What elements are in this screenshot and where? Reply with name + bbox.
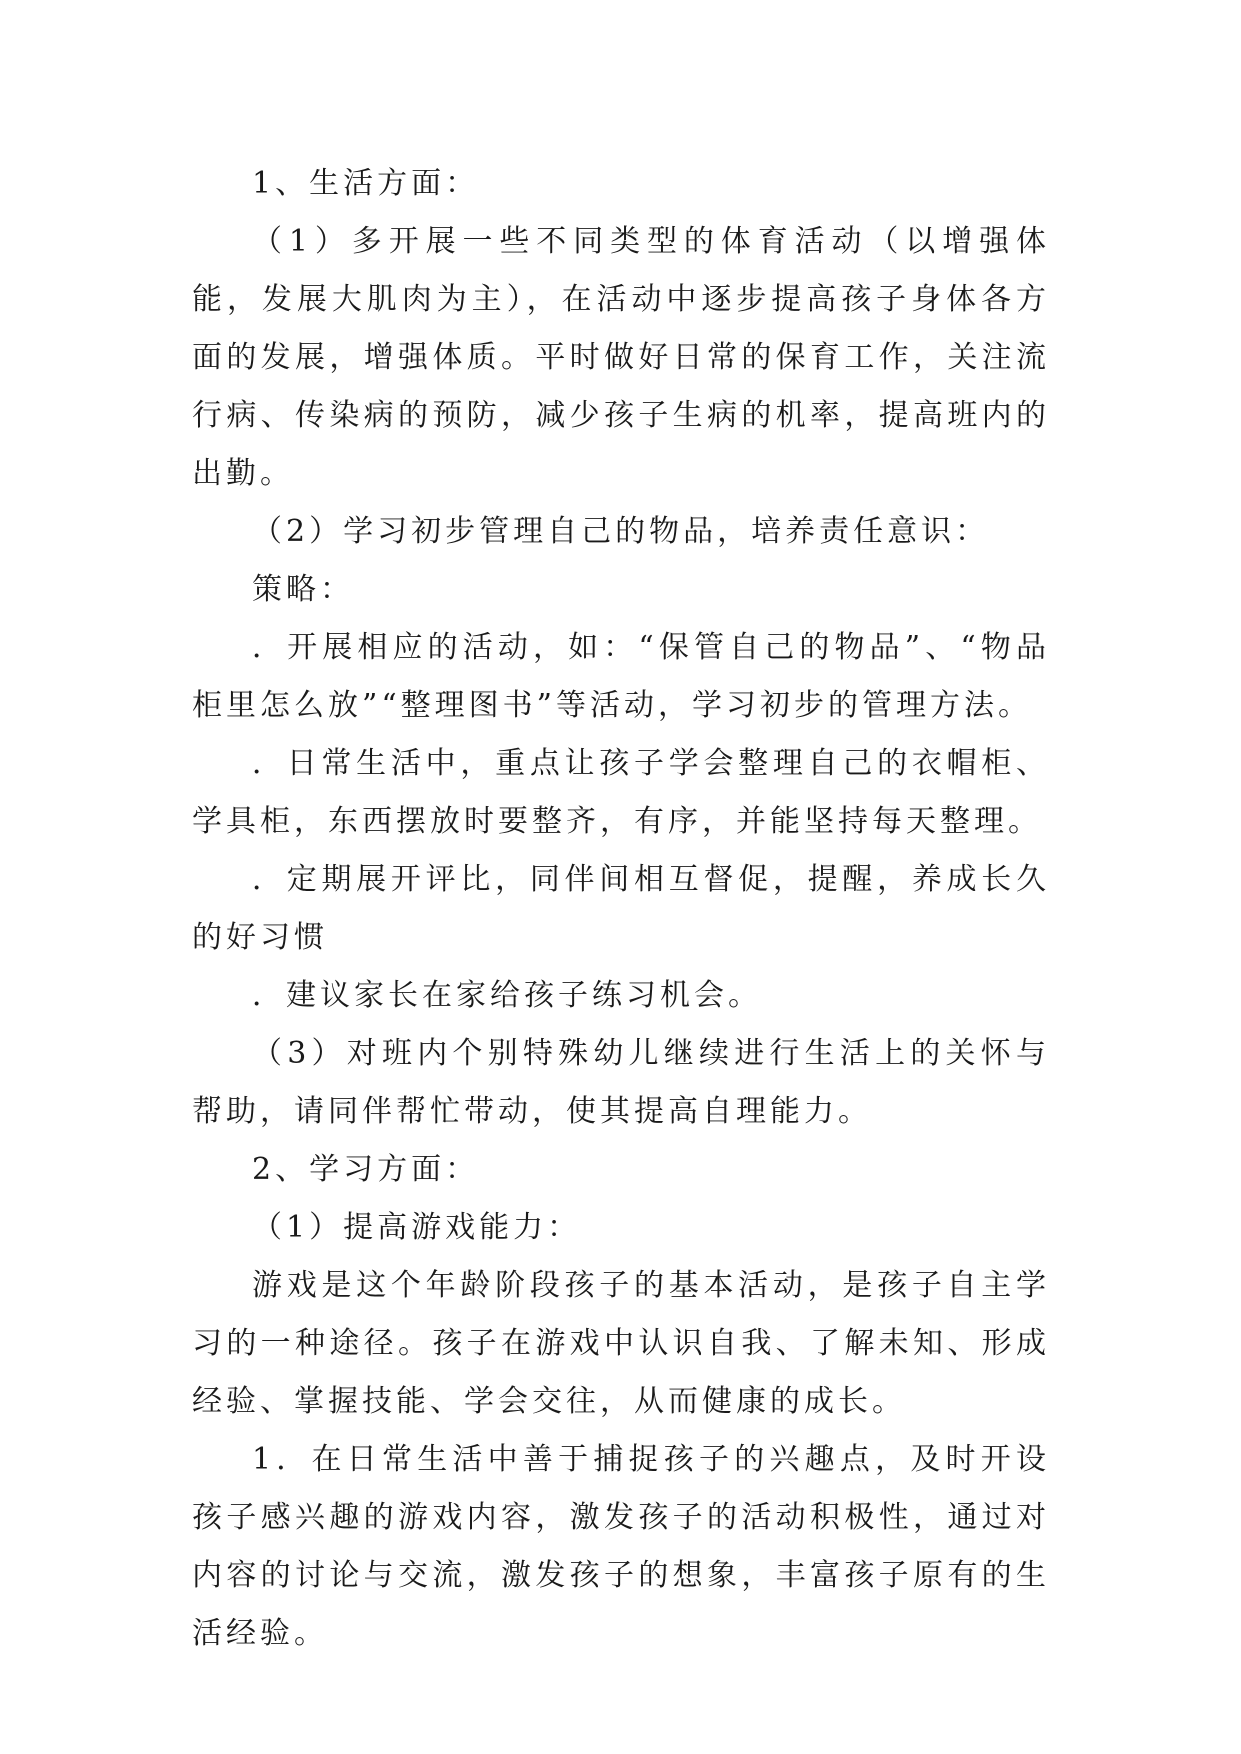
strategy-item-3: ．定期展开评比，同伴间相互督促，提醒，养成长久的好习惯: [192, 862, 1050, 955]
strategy-label: 策略：: [252, 572, 354, 607]
strategy-item-2: ．日常生活中，重点让孩子学会整理自己的衣帽柜、学具柜，东西摆放时要整齐，有序，并能坚持每天整理。: [192, 746, 1050, 839]
game-description: 游戏是这个年龄阶段孩子的基本活动，是孩子自主学习的一种途径。孩子在游戏中认识自我、了解未知、形成经验、掌握技能、学会交往，从而健康的成长。: [192, 1268, 1050, 1419]
paragraph-item-1: （1）多开展一些不同类型的体育活动（以增强体能，发展大肌肉为主），在活动中逐步提高孩子身体各方面的发展，增强体质。平时做好日常的保育工作，关注流行病、传染病的预防，减少孩子生病的机率，提高班内的出勤。: [192, 224, 1050, 491]
section-heading-life: 1、生活方面：: [252, 166, 480, 201]
paragraph-item-2: （2）学习初步管理自己的物品，培养责任意识：: [252, 514, 990, 549]
study-item-1: （1）提高游戏能力：: [252, 1210, 582, 1245]
numbered-item-1: 1．在日常生活中善于捕捉孩子的兴趣点，及时开设孩子感兴趣的游戏内容，激发孩子的活动积极性，通过对内容的讨论与交流，激发孩子的想象，丰富孩子原有的生活经验。: [192, 1442, 1050, 1651]
document-body: [192, 155, 1050, 1663]
strategy-item-1: ．开展相应的活动，如：“保管自己的物品”、“物品柜里怎么放”“整理图书”等活动，学习初步的管理方法。: [192, 630, 1050, 723]
paragraph-item-3: （3）对班内个别特殊幼儿继续进行生活上的关怀与帮助，请同伴帮忙带动，使其提高自理能力。: [192, 1036, 1050, 1129]
section-heading-study: 2、学习方面：: [252, 1152, 480, 1187]
strategy-item-4: ．建议家长在家给孩子练习机会。: [252, 978, 762, 1013]
